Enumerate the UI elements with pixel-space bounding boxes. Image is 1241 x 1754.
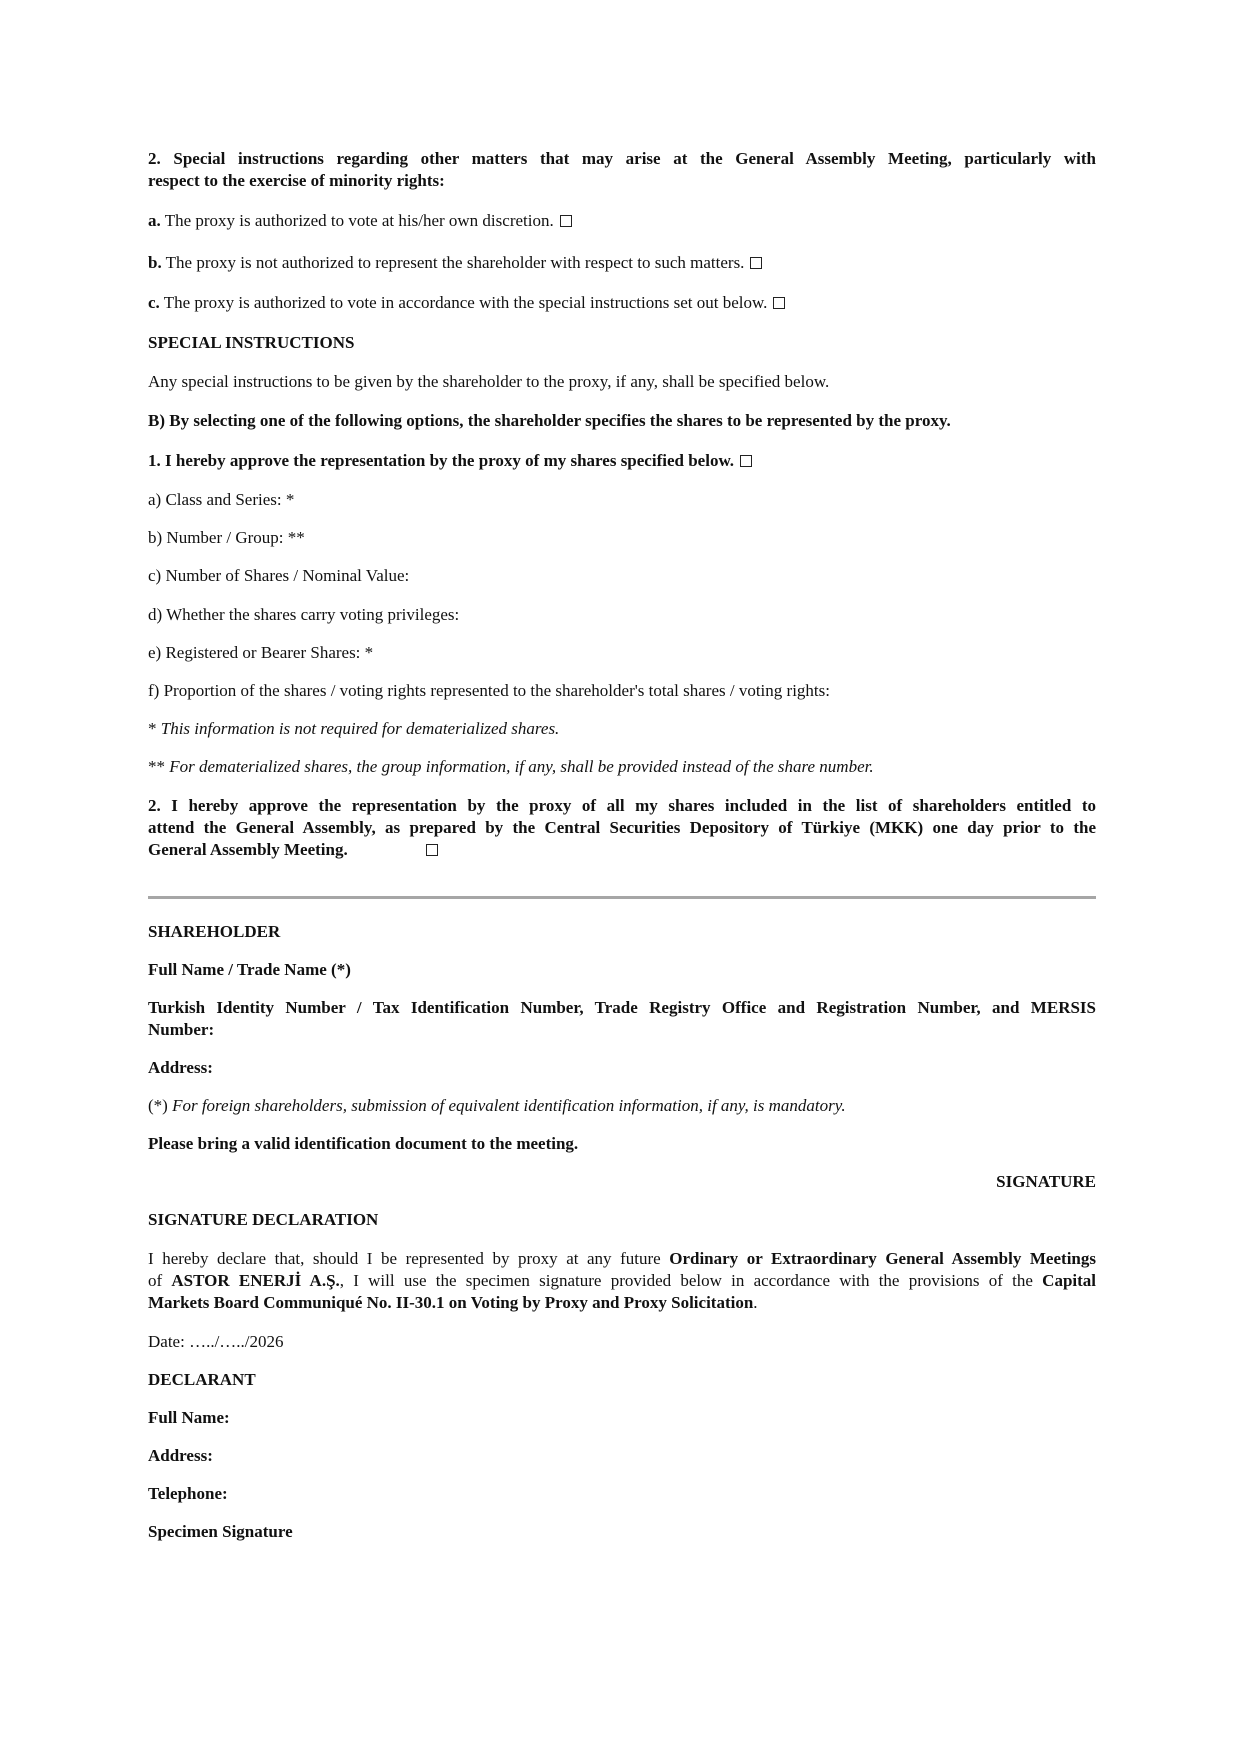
special-instructions-heading: SPECIAL INSTRUCTIONS <box>148 333 355 352</box>
option-c-prefix: c. <box>148 293 160 312</box>
bring-id-notice: Please bring a valid identification document to the meeting. <box>148 1134 579 1153</box>
shares-option2-line3 <box>148 839 1096 861</box>
option-a <box>148 210 1096 232</box>
declaration-text-line3 <box>148 1292 1096 1314</box>
specimen-signature-label: Specimen Signature <box>148 1522 293 1541</box>
section-divider <box>148 896 1096 899</box>
foreign-note-mark: (*) <box>148 1096 168 1115</box>
shares-option1 <box>148 450 1096 472</box>
declaration-text-line2 <box>148 1270 1096 1292</box>
share-item-e: e) Registered or Bearer Shares: * <box>148 643 374 662</box>
option-b <box>148 252 1096 274</box>
declarant-address-label: Address: <box>148 1446 213 1465</box>
declaration-l2-a: of <box>148 1271 172 1290</box>
foreign-shareholder-note <box>148 1095 1096 1117</box>
declaration-l3-b: . <box>753 1293 758 1312</box>
option-c <box>148 292 1096 314</box>
footnote-2 <box>148 756 1096 778</box>
option-a-checkbox[interactable] <box>560 215 572 227</box>
shareholder-full-name-label: Full Name / Trade Name (*) <box>148 960 351 979</box>
footnote-2-mark: ** <box>148 757 165 776</box>
declaration-date: Date: …../…../2026 <box>148 1332 284 1351</box>
share-item-d: d) Whether the shares carry voting privileges: <box>148 605 460 624</box>
declarant-telephone-label: Telephone: <box>148 1484 228 1503</box>
option-a-text: The proxy is authorized to vote at his/her own discretion. <box>164 211 554 230</box>
footnote-1 <box>148 718 1096 740</box>
shareholder-heading: SHAREHOLDER <box>148 922 281 941</box>
shares-intro: B) By selecting one of the following options, the shareholder specifies the shares to be represented by the proxy. <box>148 411 951 430</box>
shares-option2-line2: attend the General Assembly, as prepared by the Central Securities Depository of Türkiye (MKK) one day prior to the <box>148 818 1096 837</box>
shares-option1-checkbox[interactable] <box>740 455 752 467</box>
shares-option2-line3-text: General Assembly Meeting. <box>148 840 348 859</box>
footnote-2-text: For dematerialized shares, the group information, if any, shall be provided instead of the share number. <box>169 757 874 776</box>
special-instructions-text: Any special instructions to be given by the shareholder to the proxy, if any, shall be specified below. <box>148 372 830 391</box>
option-a-prefix: a. <box>148 211 161 230</box>
declarant-full-name-label: Full Name: <box>148 1408 230 1427</box>
declaration-l1-a: I hereby declare that, should I be represented by proxy at any future <box>148 1249 670 1268</box>
share-item-b: b) Number / Group: ** <box>148 528 305 547</box>
option-c-text: The proxy is authorized to vote in accordance with the special instructions set out below. <box>163 293 768 312</box>
declaration-l2-b: ASTOR ENERJİ A.Ş. <box>171 1271 340 1290</box>
shareholder-id-line2: Number: <box>148 1020 215 1039</box>
shares-option1-text: 1. I hereby approve the representation by the proxy of my shares specified below. <box>148 451 735 470</box>
declaration-l1-b: Ordinary or Extraordinary General Assembly Meetings <box>669 1249 1096 1268</box>
foreign-note-text: For foreign shareholders, submission of equivalent identification information, if any, is mandatory. <box>172 1096 846 1115</box>
share-item-a: a) Class and Series: * <box>148 490 295 509</box>
section2-heading-line1: 2. Special instructions regarding other matters that may arise at the General Assembly Meeting, particularly with <box>148 149 1096 168</box>
section2-heading-line2: respect to the exercise of minority rights: <box>148 171 445 190</box>
footnote-1-mark: * <box>148 719 157 738</box>
declaration-l2-c: , I will use the specimen signature provided below in accordance with the provisions of the <box>339 1271 1043 1290</box>
option-b-text: The proxy is not authorized to represent the shareholder with respect to such matters. <box>165 253 745 272</box>
declarant-heading: DECLARANT <box>148 1370 256 1389</box>
share-item-f: f) Proportion of the shares / voting rights represented to the shareholder's total shares / voting rights: <box>148 681 830 700</box>
declaration-text-line1 <box>148 1248 1096 1270</box>
shares-option2-line1: 2. I hereby approve the representation by the proxy of all my shares included in the list of shareholders entitled to <box>148 796 1096 815</box>
signature-label: SIGNATURE <box>996 1172 1096 1191</box>
shareholder-address-label: Address: <box>148 1058 213 1077</box>
declaration-heading: SIGNATURE DECLARATION <box>148 1210 379 1229</box>
option-b-checkbox[interactable] <box>750 257 762 269</box>
declaration-l2-d: Capital <box>1042 1271 1097 1290</box>
option-b-prefix: b. <box>148 253 162 272</box>
shareholder-id-line1: Turkish Identity Number / Tax Identification Number, Trade Registry Office and Registration Number, and MERSIS <box>148 998 1096 1017</box>
footnote-1-text: This information is not required for dematerialized shares. <box>160 719 560 738</box>
share-item-c: c) Number of Shares / Nominal Value: <box>148 566 410 585</box>
declaration-l3-a: Markets Board Communiqué No. II-30.1 on Voting by Proxy and Proxy Solicitation <box>148 1293 754 1312</box>
option-c-checkbox[interactable] <box>773 297 785 309</box>
shares-option2-checkbox[interactable] <box>426 844 438 856</box>
